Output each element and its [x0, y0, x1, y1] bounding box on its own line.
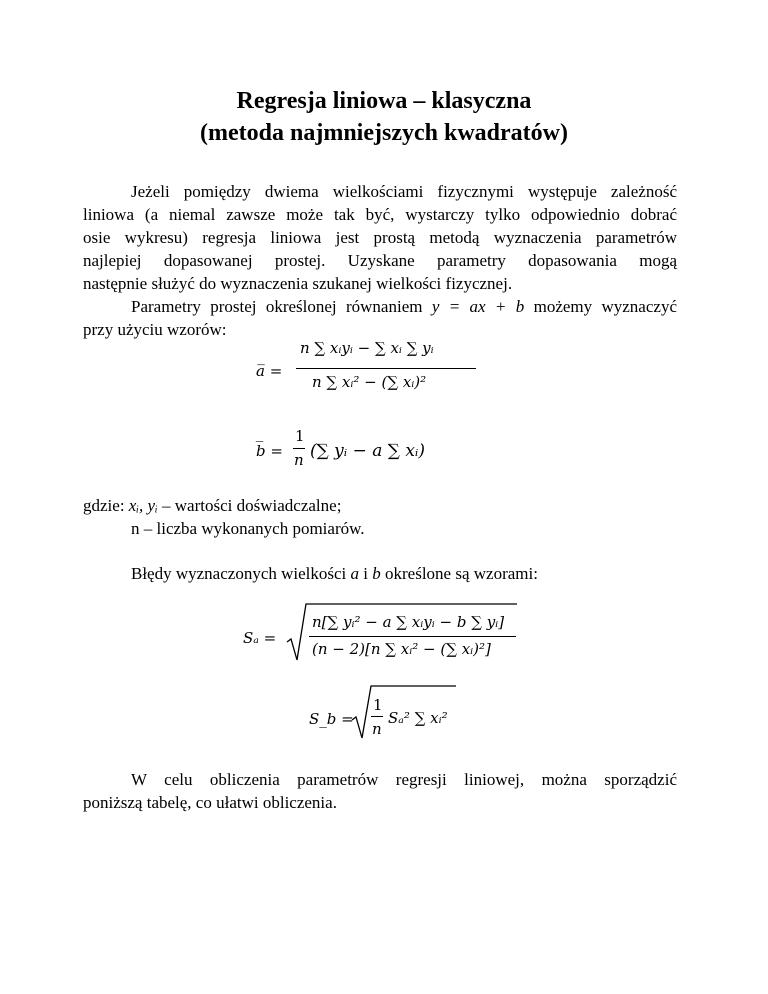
formula-sb-body: Sₐ² ∑ xᵢ²: [388, 709, 448, 727]
intro-paragraph: [83, 180, 677, 295]
formula-b-body: (∑ yᵢ − a ∑ xᵢ): [310, 441, 425, 461]
line-equation: y = ax + b: [431, 297, 525, 316]
intro-line: liniowa (a niemal zawsze może tak być, wystarczy tylko odpowiednio dobrać: [83, 205, 677, 224]
formula-a-denominator: n ∑ xᵢ² − (∑ xᵢ)²: [312, 373, 427, 391]
where-desc-1: – wartości doświadczalne;: [157, 496, 342, 515]
closing-line: poniższą tabelę, co ułatwi obliczenia.: [83, 793, 337, 812]
params-prefix: Parametry prostej określonej równaniem: [131, 297, 432, 316]
title-line-2: (metoda najmniejszych kwadratów): [200, 120, 568, 146]
formula-b-frac-num: 1: [295, 427, 305, 445]
intro-line: następnie służyć do wyznaczenia szukanej wielkości fizycznej.: [83, 274, 513, 293]
formula-a-numerator: n ∑ xᵢyᵢ − ∑ xᵢ ∑ yᵢ: [300, 339, 434, 357]
params-paragraph: [83, 295, 677, 341]
formula-sb-frac-num: 1: [373, 696, 383, 714]
where-vars: xᵢ, yᵢ: [128, 496, 158, 515]
params-line-1: [83, 295, 677, 318]
params-suffix: możemy wyznaczyć: [524, 297, 677, 316]
params-line-2: przy użyciu wzorów:: [83, 320, 227, 339]
formula-sa-numerator: n[∑ yᵢ² − a ∑ xᵢyᵢ − b ∑ yᵢ]: [312, 613, 505, 631]
formula-sa-fraction-bar: [309, 636, 516, 637]
formula-sa-lhs: Sₐ =: [243, 629, 277, 647]
where-label: gdzie:: [83, 496, 129, 515]
errors-prefix: Błędy wyznaczonych wielkości: [131, 564, 351, 583]
where-line-1: [83, 494, 341, 517]
formula-a-lhs: a̅ =: [256, 362, 283, 380]
intro-line: Jeżeli pomiędzy dwiema wielkościami fizycznymi występuje zależność: [131, 182, 677, 201]
formula-a-fraction-bar: [296, 368, 476, 369]
formula-sb-lhs: S_b =: [309, 710, 354, 728]
errors-var-a: a: [350, 564, 360, 583]
intro-line: osie wykresu) regresja liniowa jest prostą metodą wyznaczenia parametrów: [83, 228, 677, 247]
errors-var-b: b: [372, 564, 381, 583]
errors-suffix: określone są wzorami:: [380, 564, 538, 583]
errors-mid: i: [359, 564, 373, 583]
formula-b-lhs: b̅ =: [256, 442, 283, 460]
where-line-2: n – liczba wykonanych pomiarów.: [131, 519, 365, 538]
title-line-1: Regresja liniowa – klasyczna: [236, 88, 532, 114]
formula-sa-denominator: (n − 2)[n ∑ xᵢ² − (∑ xᵢ)²]: [312, 640, 491, 658]
intro-line: najlepiej dopasowanej prostej. Uzyskane parametry dopasowania mogą: [83, 251, 677, 270]
errors-intro: [131, 562, 538, 585]
closing-paragraph: [83, 768, 677, 814]
formula-sb-fraction-bar: [371, 716, 383, 717]
formula-b-frac-den: n: [294, 451, 304, 469]
closing-line: W celu obliczenia parametrów regresji liniowej, można sporządzić: [131, 770, 677, 789]
formula-sb-frac-den: n: [372, 720, 382, 738]
